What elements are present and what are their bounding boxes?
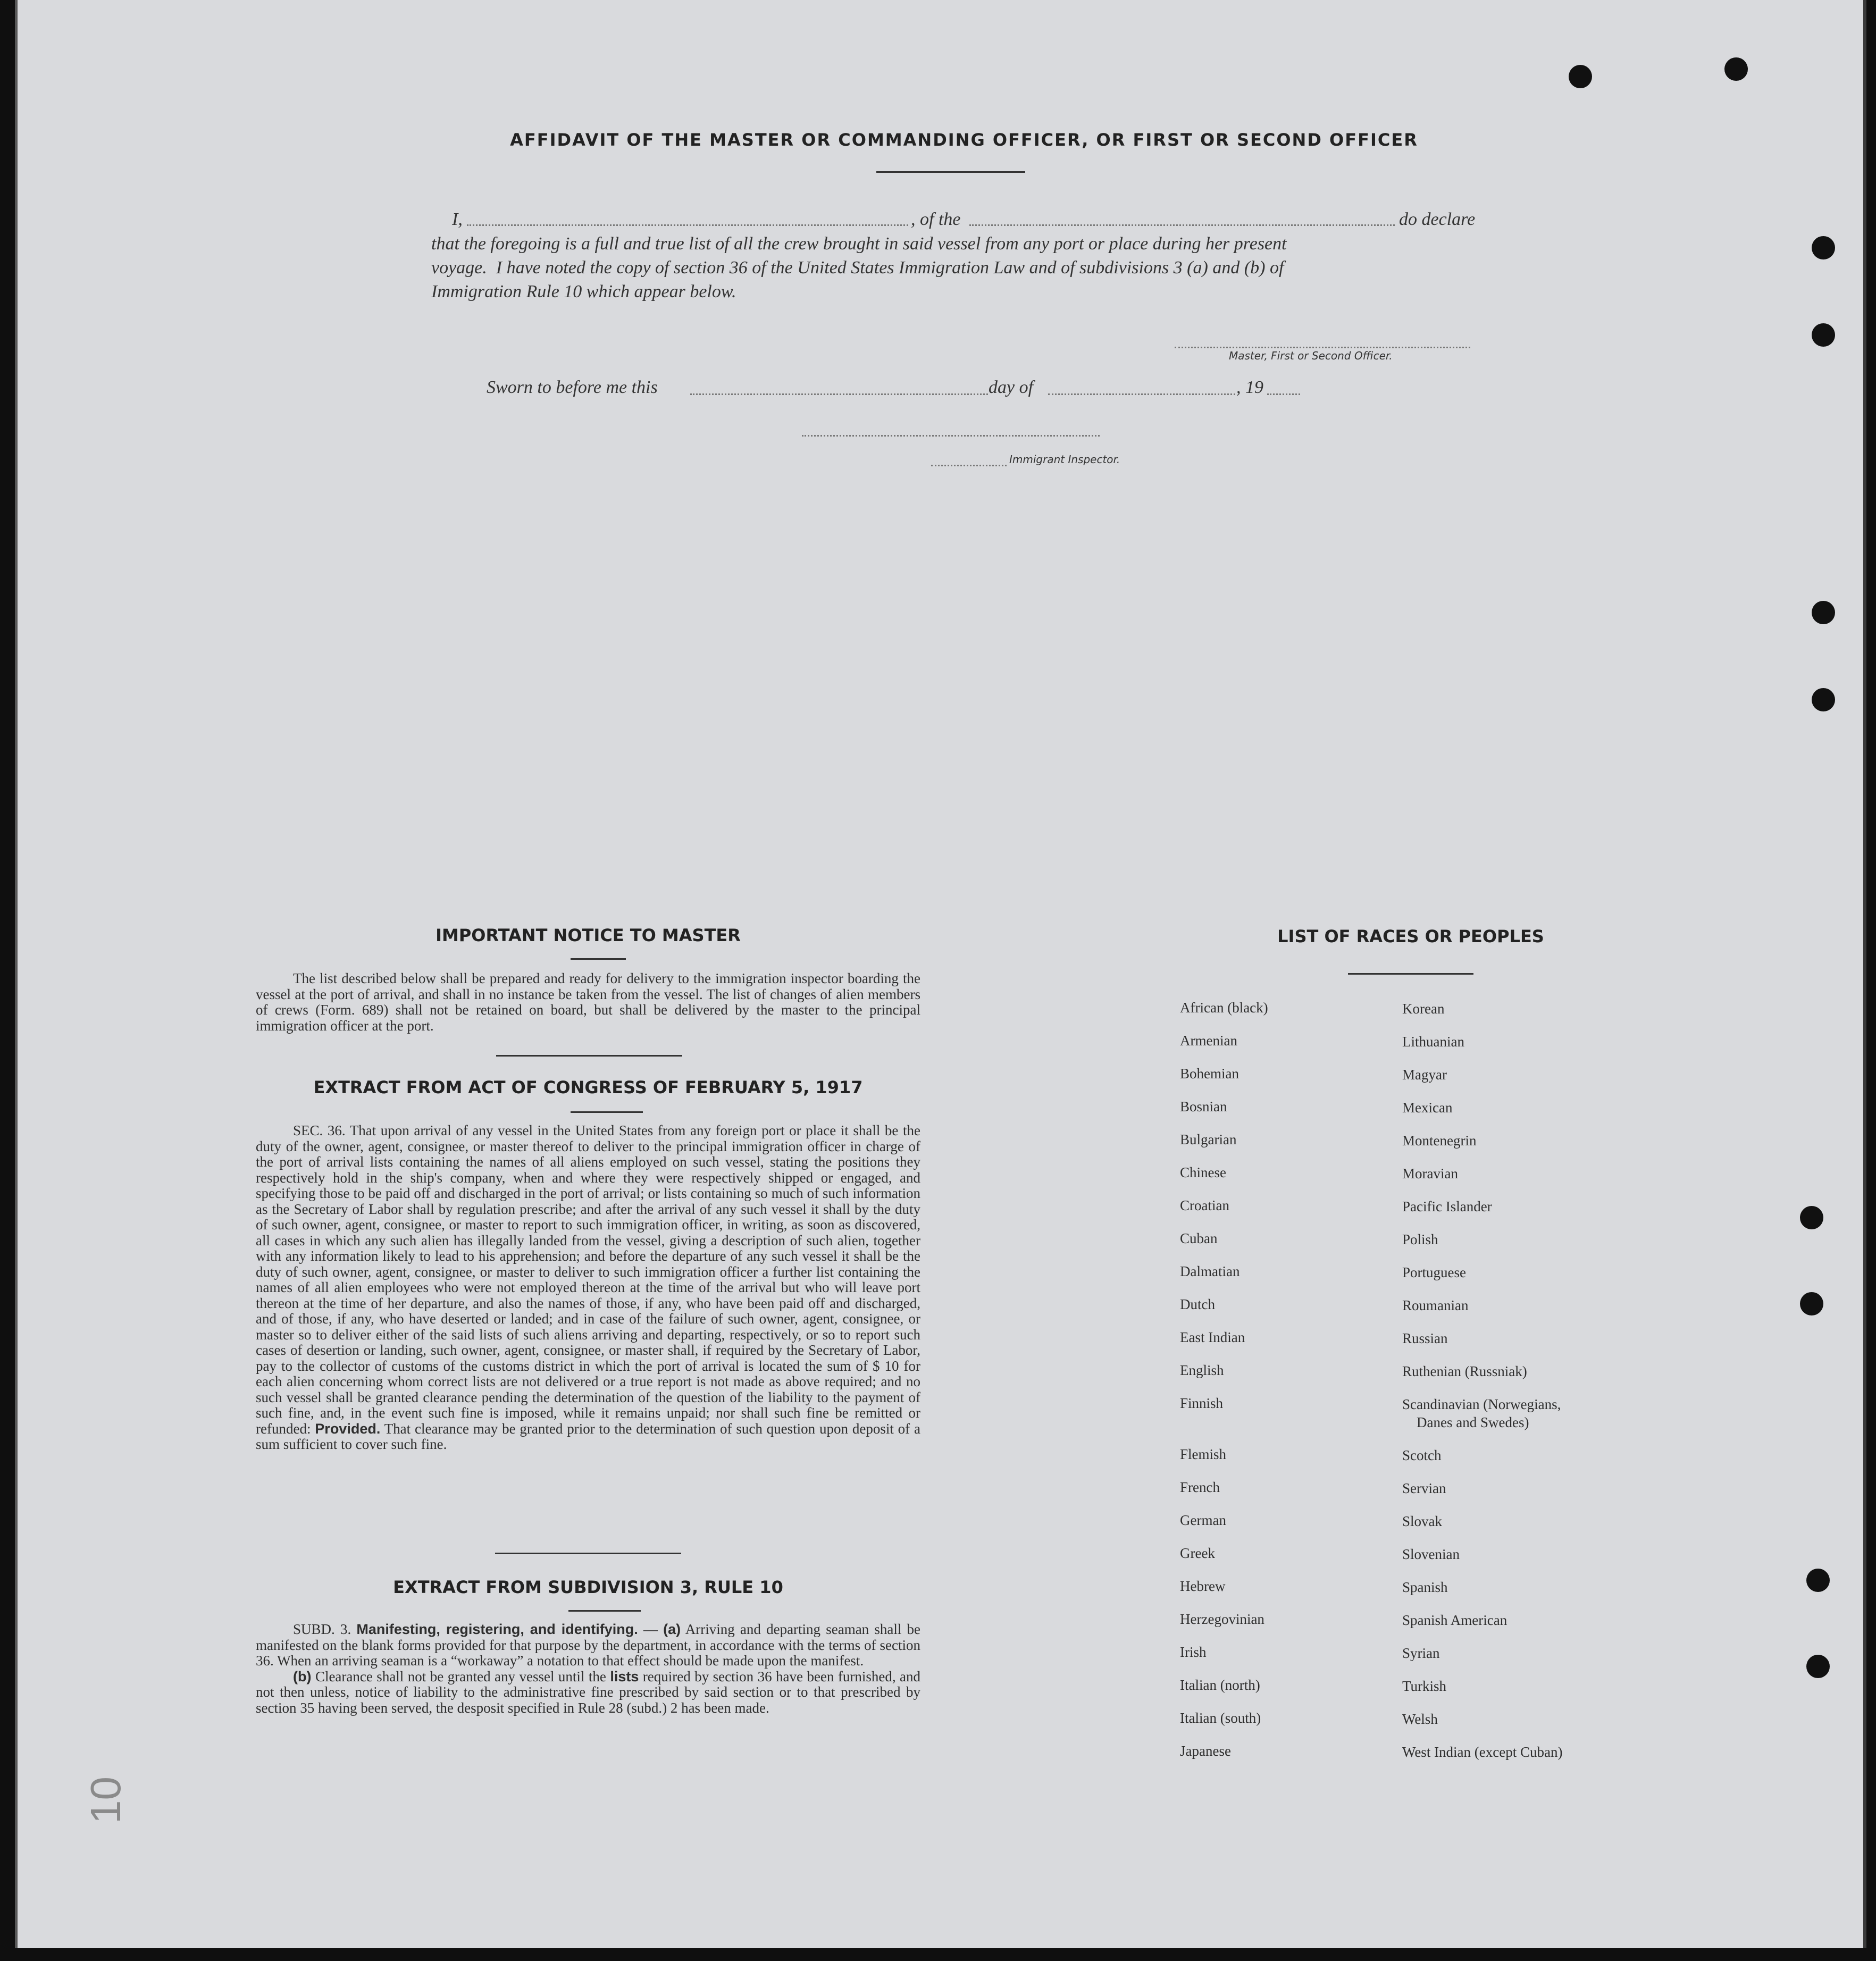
subd-b-text2: required by section 36 have been furnished, and not then unless, notice of liability to the administrative fine prescribed by said section or to that prescribed by section 35 having been served, the desposit specified in Rule 28 (subd.) 2 has been made. (256, 1668, 921, 1716)
race-item: Flemish (1180, 1446, 1227, 1462)
race-item: Cuban (1180, 1230, 1218, 1246)
punch-hole (1724, 57, 1748, 81)
race-item: Irish (1180, 1644, 1207, 1660)
rule-extract-body (256, 1622, 920, 1716)
punch-hole (1569, 65, 1592, 88)
punch-hole (1812, 323, 1835, 347)
punch-hole (1806, 1569, 1830, 1592)
race-item: Montenegrin (1402, 1133, 1477, 1149)
race-item: German (1180, 1512, 1226, 1528)
race-item: Slovenian (1402, 1546, 1460, 1562)
race-item: Slovak (1402, 1513, 1443, 1529)
race-item: Roumanian (1402, 1297, 1469, 1313)
margin-mark: 10 (82, 1776, 129, 1824)
race-item: Spanish (1402, 1579, 1448, 1595)
race-item: Hebrew (1180, 1578, 1226, 1594)
race-item: Bohemian (1180, 1066, 1239, 1082)
document-page (15, 0, 1866, 1948)
race-item: Dutch (1180, 1296, 1215, 1312)
race-item: Portuguese (1402, 1264, 1466, 1280)
race-item: Bulgarian (1180, 1132, 1237, 1147)
act-extract-body (256, 1123, 920, 1453)
race-item: Polish (1402, 1231, 1438, 1247)
subd-b-lists: lists (610, 1668, 639, 1685)
subd-prefix: SUBD. 3. (293, 1621, 351, 1637)
race-item: Chinese (1180, 1164, 1226, 1180)
month-line (1048, 393, 1235, 395)
punch-hole (1812, 688, 1835, 711)
race-item: Mexican (1402, 1100, 1453, 1116)
race-item: Armenian (1180, 1033, 1237, 1049)
race-item: Turkish (1402, 1678, 1447, 1694)
sworn-day-line (690, 393, 988, 395)
punch-hole (1800, 1292, 1823, 1315)
race-item: African (black) (1180, 1000, 1268, 1016)
notice-divider (496, 1055, 682, 1057)
race-item: French (1180, 1479, 1220, 1495)
affidavit-of-the: , of the (911, 209, 961, 229)
signature-line (1175, 347, 1470, 348)
races-title: LIST OF RACES OR PEOPLES (1277, 926, 1544, 946)
race-item: Russian (1402, 1330, 1448, 1346)
subd-b-marker: (b) (293, 1668, 312, 1685)
act-extract-title: EXTRACT FROM ACT OF CONGRESS OF FEBRUARY 5, 1917 (313, 1077, 863, 1097)
race-item: Greek (1180, 1545, 1215, 1561)
race-item: East Indian (1180, 1329, 1245, 1345)
act-body-text: SEC. 36. That upon arrival of any vessel in the United States from any foreign port or place it shall be the duty of the owner, agent, consignee, or master thereof to deliver to the principal immigration officer in charge of the port of arrival lists containing the names of all aliens employed on such vessel, stating the positions they respectively hold in the ship's company, when and where they were respectively shipped or engaged, and specifying those to be paid off and discharged in the port of arrival; or lists containing so much of such information as the Secretary of Labor shall by regulation prescribe; and after the arrival of any such vessel it shall by the duty of such owner, agent, consignee, or master to report to such immigration officer, in writing, as soon as discovered, all cases in which any such alien has illegally landed from the vessel, giving a description of such alien, together with any information likely to lead to his apprehension; and before the departure of any such vessel it shall be the duty of such owner, agent, consignee, or master to deliver to such immigration officer a further list containing the names of all alien employees who were not employed thereon at the time of the arrival but who will leave port thereon at the time of her departure, and also the names of those, if any, who have been paid off and discharged, and of those, if any, who have deserted or landed; and in case of the failure of such owner, agent, consignee, or master so to deliver either of the said lists of such aliens arriving and departing, respectively, or so to report such cases of desertion or landing, such owner, agent, consignee, or master shall, if required by the Secretary of Labor, pay to the collector of customs of the customs district in which the port of arrival is located the sum of $ 10 for each alien concerning whom correct lists are not delivered or a true report is not made as above required; and no such vessel shall be granted clearance pending the determination of the question of the liability to the payment of such fine, and, in the event such fine is imposed, while it remains unpaid; nor shall such fine be remitted or refunded: (256, 1122, 920, 1437)
sworn-label: Sworn to before me this (487, 378, 658, 397)
subd-heading: Manifesting, registering, and identifying. (356, 1621, 638, 1637)
act-provided: Provided. (315, 1420, 381, 1437)
act-title-rule (571, 1111, 643, 1113)
races-title-rule (1348, 973, 1473, 975)
affidavit-i: I, (452, 209, 463, 229)
punch-hole (1812, 601, 1835, 624)
race-item: Korean (1402, 1001, 1445, 1017)
race-item: West Indian (except Cuban) (1402, 1744, 1563, 1760)
race-item: Italian (south) (1180, 1710, 1261, 1726)
year-line (1267, 393, 1300, 395)
race-item: Bosnian (1180, 1099, 1227, 1114)
punch-hole (1800, 1206, 1823, 1229)
inspector-label: Immigrant Inspector. (1009, 453, 1120, 466)
year-label: , 19 (1236, 378, 1263, 397)
punch-hole (1812, 236, 1835, 259)
race-item: Lithuanian (1402, 1034, 1464, 1050)
notice-body (256, 971, 920, 1034)
race-item: Magyar (1402, 1067, 1447, 1083)
subd-a-text: Arriving and departing seaman shall be manifested on the blank forms provided for that purpose by the department, in accordance with the terms of section 36. When an arriving seaman is a “workaway” a notation to that effect should be made upon the manifest. (256, 1621, 921, 1669)
race-item: Welsh (1402, 1711, 1438, 1727)
subd-b-text1: Clearance shall not be granted any vessel until the (315, 1668, 606, 1685)
race-item: Finnish (1180, 1395, 1224, 1411)
affidavit-line-3: voyage. I have noted the copy of section 36 of the United States Immigration Law and of subdivisions 3 (a) and (b) of (431, 258, 1284, 278)
day-of-label: day of (989, 378, 1034, 397)
affidavit-line-4: Immigration Rule 10 which appear below. (431, 282, 736, 301)
race-item: Moravian (1402, 1166, 1458, 1181)
affidavit-title: AFFIDAVIT OF THE MASTER OR COMMANDING OFFICER, OR FIRST OR SECOND OFFICER (510, 130, 1418, 150)
race-item: Italian (north) (1180, 1677, 1260, 1693)
rule-title-rule (568, 1610, 641, 1612)
inspector-signature-line (802, 435, 1100, 437)
inspector-short-line (931, 465, 1007, 466)
act-divider (495, 1553, 681, 1554)
race-item: Servian (1402, 1480, 1446, 1496)
race-item: Scandinavian (Norwegians, Danes and Swedes) (1402, 1396, 1561, 1430)
race-item: Syrian (1402, 1645, 1440, 1661)
race-item: English (1180, 1362, 1224, 1378)
rule-extract-title: EXTRACT FROM SUBDIVISION 3, RULE 10 (393, 1577, 783, 1597)
title-rule (876, 171, 1025, 173)
race-item: Japanese (1180, 1743, 1231, 1759)
race-item: Ruthenian (Russniak) (1402, 1363, 1527, 1379)
race-item: Dalmatian (1180, 1263, 1240, 1279)
name-blank-line (467, 224, 908, 226)
race-item: Croatian (1180, 1197, 1229, 1213)
race-item: Herzegovinian (1180, 1611, 1264, 1627)
affidavit-line-2: that the foregoing is a full and true list of all the crew brought in said vessel from any port or place during her present (431, 234, 1287, 254)
act-body-end: That clearance may be granted prior to the determination of such question upon deposit of a sum sufficient to cover such fine. (256, 1420, 921, 1452)
notice-title: IMPORTANT NOTICE TO MASTER (436, 925, 741, 945)
signature-label: Master, First or Second Officer. (1229, 349, 1393, 362)
race-item: Spanish American (1402, 1612, 1508, 1628)
race-item: Pacific Islander (1402, 1199, 1492, 1214)
subd-dash: — (638, 1621, 664, 1637)
notice-body-text: The list described below shall be prepared and ready for delivery to the immigration inspector boarding the vessel at the port of arrival, and shall in no instance be taken from the vessel. The list of changes of alien members of crews (Form. 689) shall not be retained on board, but shall be delivered by the master to the principal immigration officer at the port. (256, 970, 920, 1034)
punch-hole (1806, 1655, 1830, 1678)
affidavit-do-declare: do declare (1399, 209, 1476, 229)
race-item: Scotch (1402, 1447, 1442, 1463)
vessel-blank-line (969, 224, 1395, 226)
subd-a-marker: (a) (663, 1621, 681, 1637)
notice-title-rule (571, 958, 626, 960)
